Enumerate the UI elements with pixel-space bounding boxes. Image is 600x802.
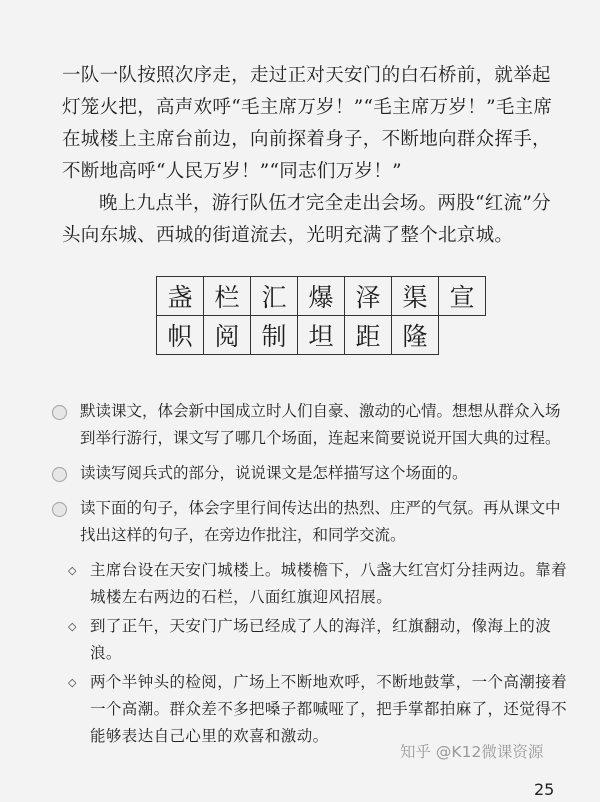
character-row-2 — [157, 316, 486, 355]
story-paragraph-2: 晚上九点半，游行队伍才完全走出会场。两股“红流”分头向东城、西城的街道流去，光明充满了整个北京城。 — [62, 193, 551, 246]
exercise-text: 默读课文，体会新中国成立时人们自豪、激动的心情。想想从群众入场到举行游行，课文写了哪几个场面，连起来简要说说开国大典的过程。 — [80, 402, 561, 447]
character-cell: 距 — [345, 316, 392, 355]
quote-item — [48, 557, 568, 611]
character-cell: 帜 — [157, 316, 204, 355]
watermark: 知乎 @K12微课资源 — [400, 743, 544, 761]
character-cell: 宣 — [439, 277, 486, 316]
diamond-bullet-icon: ◇ — [68, 564, 77, 577]
story-text — [62, 60, 562, 252]
character-cell: 爆 — [298, 277, 345, 316]
character-cell: 阅 — [204, 316, 251, 355]
diamond-bullet-icon: ◇ — [68, 620, 77, 633]
quote-text: 主席台设在天安门城楼上。城楼檐下，八盏大红宫灯分挂两边。靠着城楼左右两边的石栏，八面红旗迎风招展。 — [90, 561, 568, 606]
character-cell: 制 — [251, 316, 298, 355]
quote-text: 两个半钟头的检阅，广场上不断地欢呼，不断地鼓掌，一个高潮接着一个高潮。群众差不多把嗓子都喊哑了，把手掌都拍麻了，还觉得不能够表达自己心里的欢喜和激动。 — [90, 673, 568, 745]
exercise-item-1 — [48, 398, 568, 452]
story-paragraph-1: 一队一队按照次序走，走过正对天安门的白石桥前，就举起灯笼火把，高声欢呼“毛主席万岁！”“毛主席万岁！”毛主席在城楼上主席台前边，向前探着身子，不断地向群众挥手，不断地高呼“人民万岁！”“同志们万岁！” — [62, 65, 553, 182]
empty-cell — [439, 316, 486, 355]
character-grid — [156, 276, 486, 355]
exercise-item-3 — [48, 495, 568, 549]
quote-item — [48, 613, 568, 667]
diamond-bullet-icon: ◇ — [68, 676, 77, 689]
exercise-number-icon — [52, 502, 67, 517]
exercise-text: 读下面的句子，体会字里行间传达出的热烈、庄严的气氛。再从课文中找出这样的句子，在旁边作批注，和同学交流。 — [80, 499, 561, 544]
exercise-item-2 — [48, 460, 568, 487]
character-cell: 汇 — [251, 277, 298, 316]
exercise-section — [48, 398, 568, 752]
character-cell: 坦 — [298, 316, 345, 355]
character-cell: 渠 — [392, 277, 439, 316]
character-row-1 — [157, 277, 486, 316]
quote-text: 到了正午，天安门广场已经成了人的海洋，红旗翻动，像海上的波浪。 — [90, 617, 552, 662]
page-number: 25 — [534, 780, 555, 799]
character-cell: 泽 — [345, 277, 392, 316]
character-cell: 盏 — [157, 277, 204, 316]
quote-item — [48, 669, 568, 750]
exercise-text: 读读写阅兵式的部分，说说课文是怎样描写这个场面的。 — [80, 464, 468, 482]
character-cell: 栏 — [204, 277, 251, 316]
exercise-number-icon — [52, 467, 67, 482]
exercise-number-icon — [52, 405, 67, 420]
character-cell: 隆 — [392, 316, 439, 355]
quote-list — [48, 557, 568, 750]
